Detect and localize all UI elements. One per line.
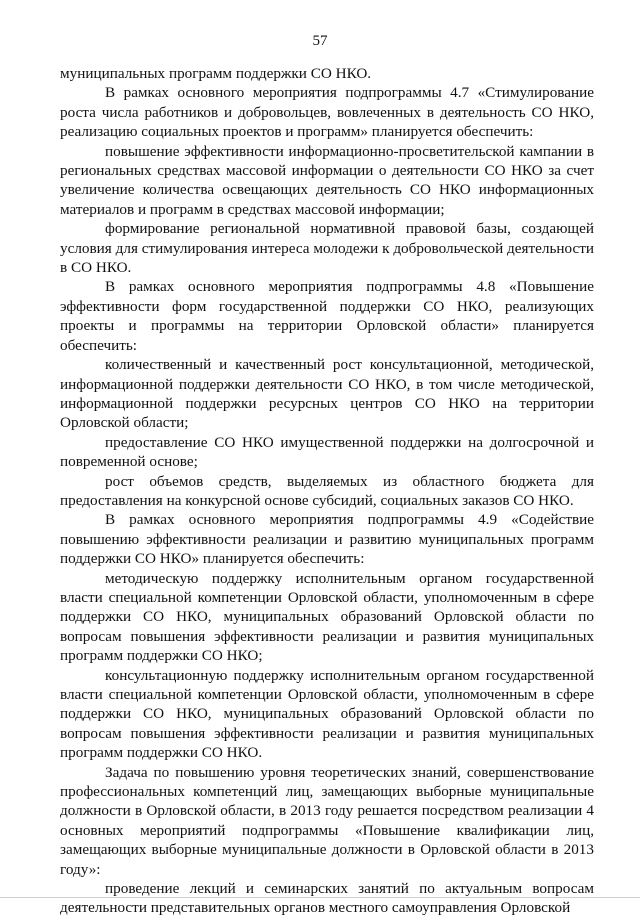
paragraph: В рамках основного мероприятия подпрограммы 4.8 «Повышение эффективности форм государственной поддержки СО НКО, реализующих проекты и программы на территории Орловской области» планируется обеспечить: xyxy=(60,278,594,354)
document-body xyxy=(60,64,594,918)
page-bottom-edge xyxy=(0,897,640,898)
paragraph: количественный и качественный рост консультационной, методической, информационной поддержки деятельности СО НКО, в том числе методической, информационной поддержки ресурсных центров СО НКО на территории Орловской области; xyxy=(60,356,594,432)
paragraph: методическую поддержку исполнительным органом государственной власти специальной компетенции Орловской области, уполномоченным в сфере поддержки СО НКО, муниципальных образований Орловской области по вопросам повышения эффективности реализации и развития муниципальных программ поддержки СО НКО; xyxy=(60,569,594,665)
paragraph: консультационную поддержку исполнительным органом государственной власти специальной компетенции Орловской области, уполномоченным в сфере поддержки СО НКО, муниципальных образований Орловской области по вопросам повышения эффективности реализации и развития муниципальных программ поддержки СО НКО. xyxy=(60,666,594,762)
paragraph: В рамках основного мероприятия подпрограммы 4.7 «Стимулирование роста числа работников и добровольцев, вовлеченных в деятельность СО НКО, реализацию социальных проектов и программ» планируется обеспечить: xyxy=(60,84,594,141)
paragraph: повышение эффективности информационно-просветительской кампании в региональных средствах массовой информации о деятельности СО НКО за счет увеличение количества освещающих деятельность СО НКО информационных материалов и программ в средствах массовой информации; xyxy=(60,142,594,218)
paragraph: В рамках основного мероприятия подпрограммы 4.9 «Содействие повышению эффективности реализации и развитию муниципальных программ поддержки СО НКО» планируется обеспечить: xyxy=(60,511,594,568)
paragraph: муниципальных программ поддержки СО НКО. xyxy=(60,65,372,82)
paragraph: Задача по повышению уровня теоретических знаний, совершенствование профессиональных компетенций лиц, замещающих выборные муниципальные должности в Орловской области, в 2013 году решается посредством реализации 4 основных мероприятий подпрограммы «Повышение квалификации лиц, замещающих выборные муниципальные должности в Орловской области в 2013 году»: xyxy=(60,763,594,878)
paragraph: предоставление СО НКО имущественной поддержки на долгосрочной и повременной основе; xyxy=(60,433,594,471)
paragraph: проведение лекций и семинарских занятий по актуальным вопросам деятельности представительных органов местного самоуправления Орловской xyxy=(60,880,594,917)
paragraph: рост объемов средств, выделяемых из областного бюджета для предоставления на конкурсной основе субсидий, социальных заказов СО НКО. xyxy=(60,472,594,509)
paragraph: формирование региональной нормативной правовой базы, создающей условия для стимулирования интереса молодежи к добровольческой деятельности в СО НКО. xyxy=(60,220,594,277)
page-number: 57 xyxy=(312,33,328,49)
